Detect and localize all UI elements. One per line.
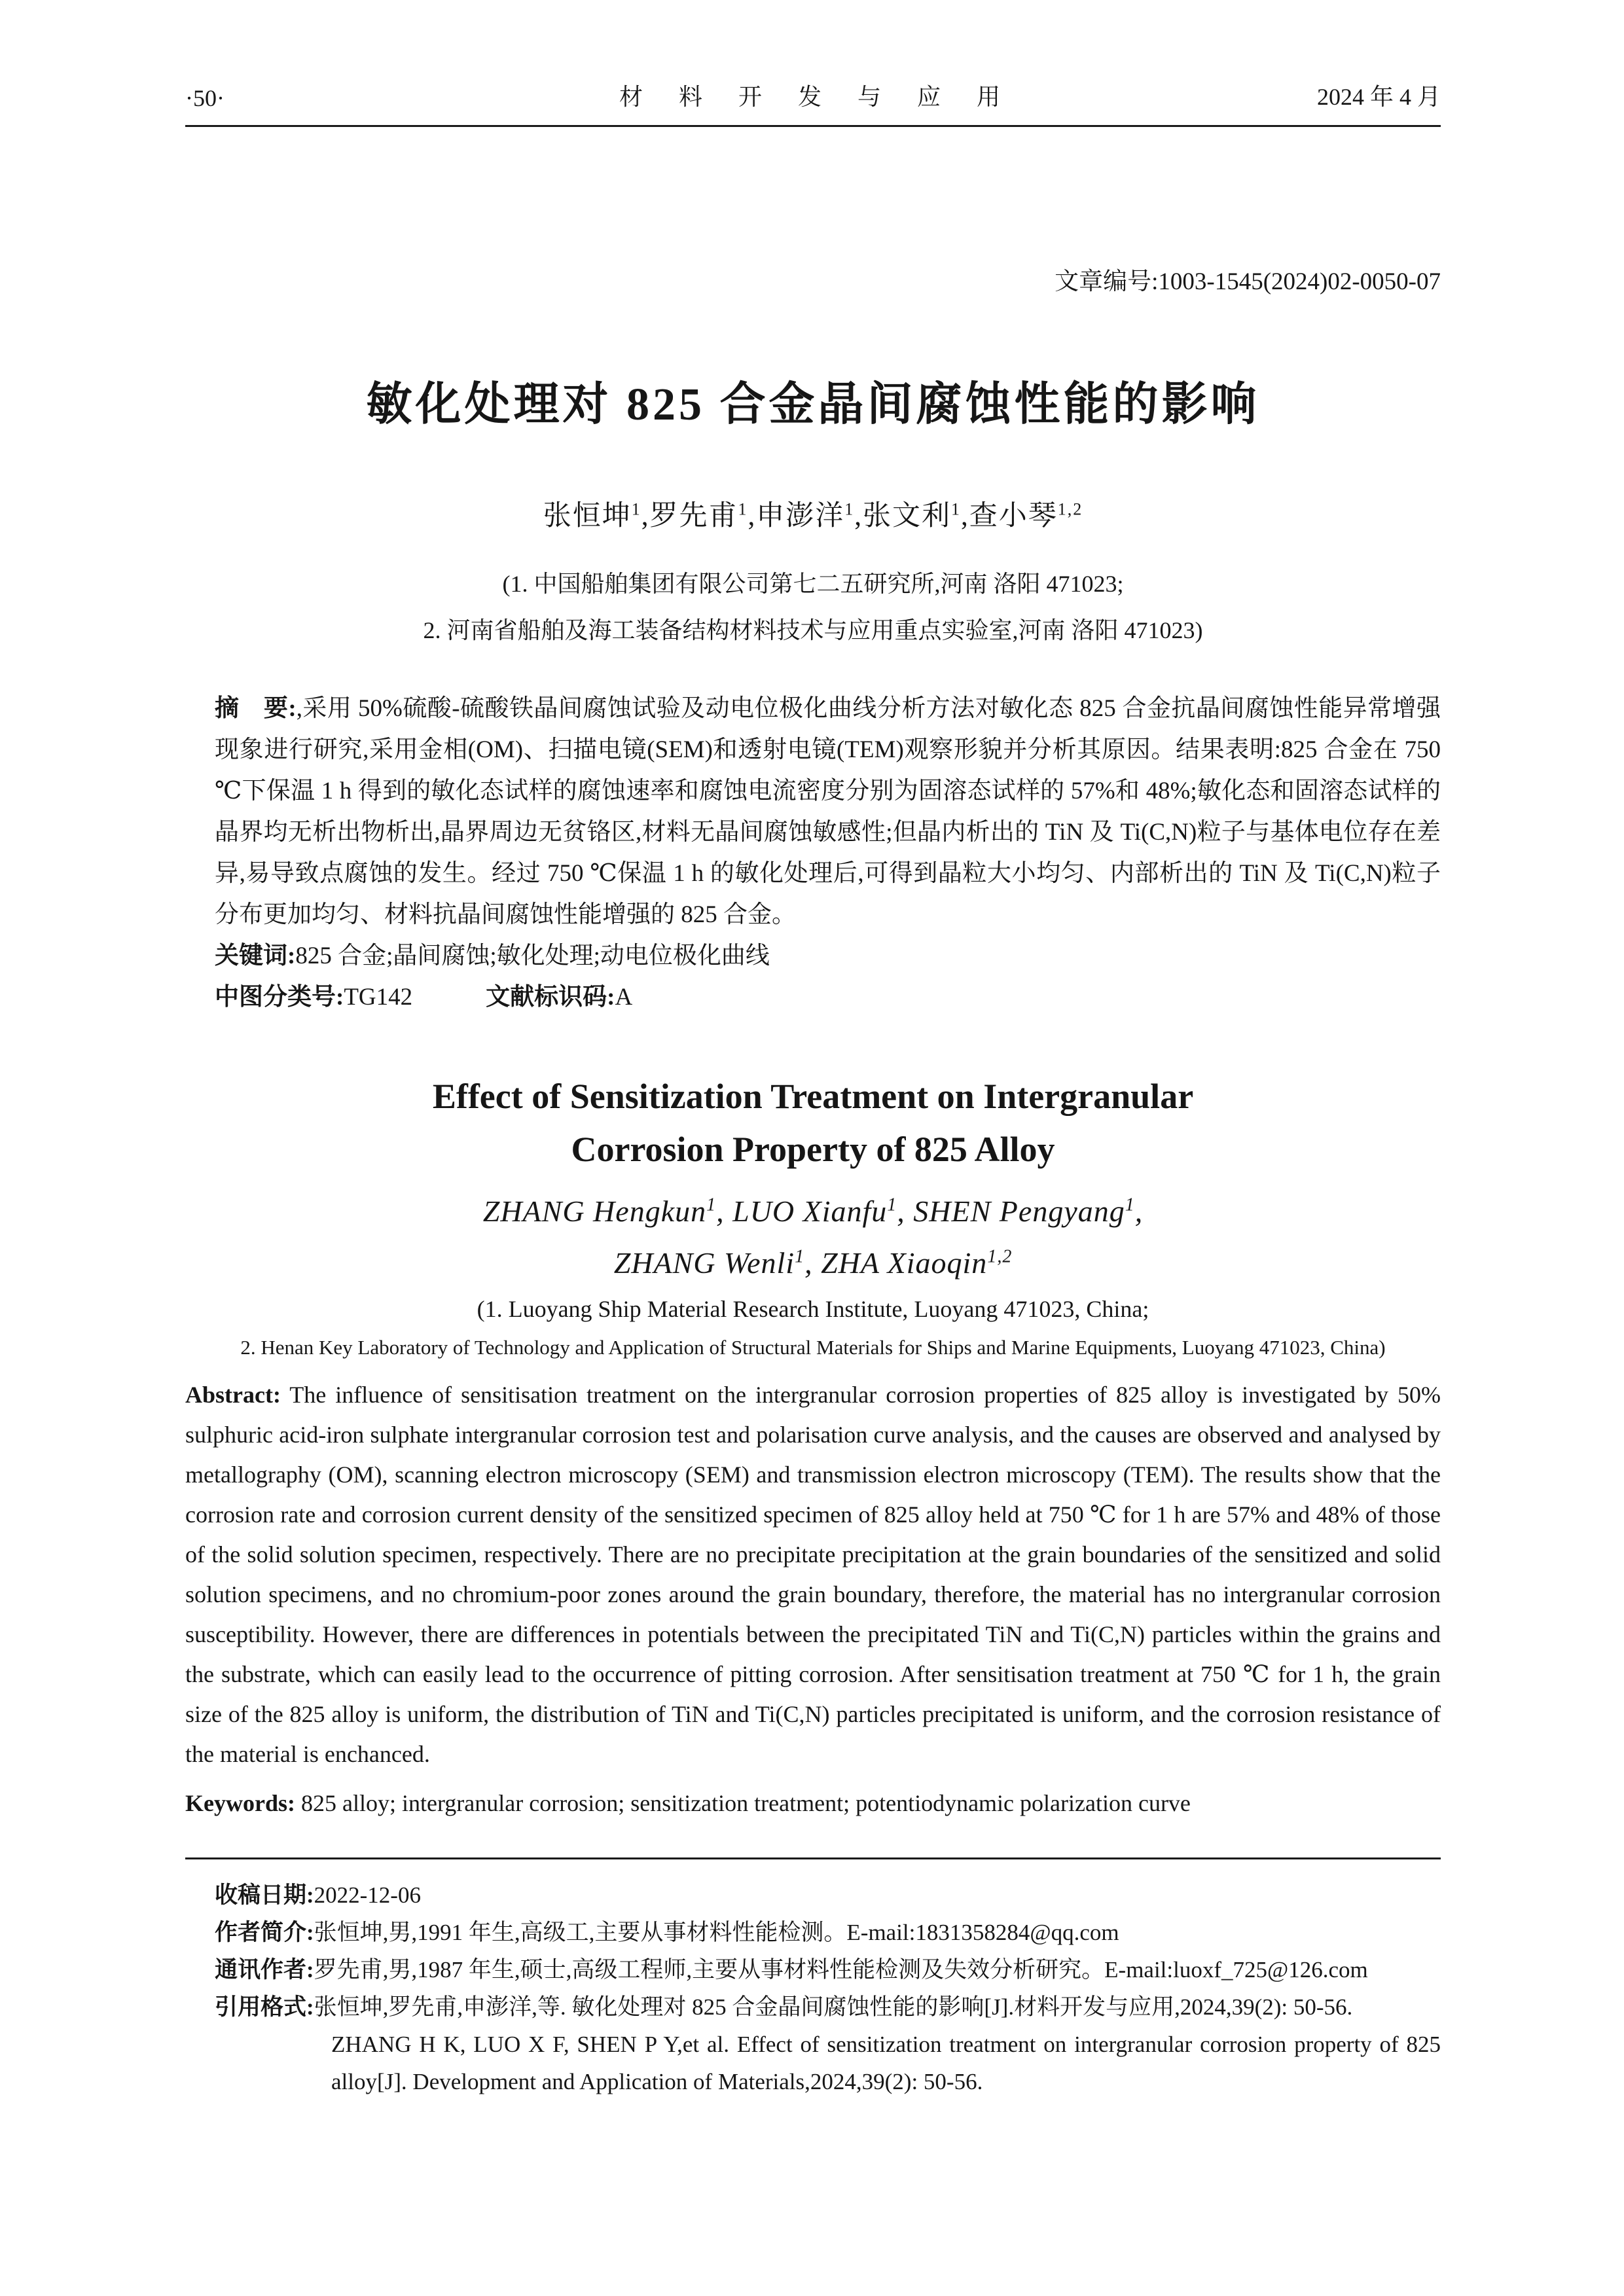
cn-abstract-text: ,采用 50%硫酸-硫酸铁晶间腐蚀试验及动电位极化曲线分析方法对敏化态 825 合金抗晶间腐蚀性能异常增强现象进行研究,采用金相(OM)、扫描电镜(SEM)和透射电镜(TEM)观察形貌并分析其原因。结果表明:825 合金在 750 ℃下保温 1 h 得到的敏化态试样的腐蚀速率和腐蚀电流密度分别为固溶态试样的 57%和 48%;敏化态和固溶态试样的晶界均无析出物析出,晶界周边无贫铬区,材料无晶间腐蚀敏感性;但晶内析出的 TiN 及 Ti(C,N)粒子与基体电位存在差异,易导致点腐蚀的发生。经过 750 ℃保温 1 h 的敏化处理后,可得到晶粒大小均匀、内部析出的 TiN 及 Ti(C,N)粒子分布更加均匀、材料抗晶间腐蚀性能增强的 825 合金。 <box>215 695 1441 928</box>
author-name: ZHANG Hengkun <box>482 1194 707 1228</box>
author-name: 查小琴 <box>969 501 1058 531</box>
footnote-divider <box>185 1857 1441 1859</box>
author-name: ZHA Xiaoqin <box>821 1246 988 1280</box>
en-title-line2: Corrosion Property of 825 Alloy <box>571 1130 1055 1169</box>
author-superscript: 1,2 <box>1057 499 1083 519</box>
clc-label: 中图分类号: <box>215 984 344 1011</box>
clc-value: TG142 <box>344 984 413 1011</box>
cn-abstract <box>215 688 1441 935</box>
journal-name: 材 料 开 发 与 应 用 <box>619 84 1007 110</box>
page-number: ·50· <box>185 85 225 111</box>
cn-keywords <box>215 935 1441 977</box>
author-superscript: 1 <box>887 1194 897 1215</box>
en-abstract-label: Abstract: <box>185 1382 281 1408</box>
author-separator: , <box>716 1194 733 1228</box>
author-name: SHEN Pengyang <box>913 1194 1125 1228</box>
cn-title: 敏化处理对 825 合金晶间腐蚀性能的影响 <box>366 380 1260 430</box>
citation-cn: 张恒坤,罗先甫,申澎洋,等. 敏化处理对 825 合金晶间腐蚀性能的影响[J].材料开发与应用,2024,39(2): 50-56. <box>314 1994 1353 2020</box>
cn-affiliation-2: 2. 河南省船舶及海工装备结构材料技术与应用重点实验室,河南 洛阳 471023) <box>423 617 1203 643</box>
en-authors-line2 <box>185 1237 1441 1289</box>
author-name: 申澎洋 <box>756 501 845 531</box>
author-superscript: 1 <box>738 499 748 519</box>
clc-line <box>215 977 1441 1018</box>
author-name: 张文利 <box>863 501 951 531</box>
cn-keywords-label: 关键词: <box>215 942 296 969</box>
en-authors <box>185 1185 1441 1289</box>
cn-affiliations <box>185 561 1441 654</box>
author-separator: , <box>897 1194 914 1228</box>
author-separator: , <box>804 1246 821 1280</box>
doc-code-label: 文献标识码: <box>486 984 615 1011</box>
doc-code-value: A <box>615 984 633 1011</box>
en-abstract-text: The influence of sensitisation treatment on the intergranular corrosion properties of 825 alloy is investigated by 50% sulphuric acid-iron sulphate intergranular corrosion test and polarisation curve analysis, and the causes are observed and analysed by metallography (OM), scanning electron microscopy (SEM) and transmission electron microscopy (TEM). The results show that the corrosion rate and corrosion current density of the sensitized specimen of 825 alloy held at 750 ℃ for 1 h are 57% and 48% of those of the solid solution specimen, respectively. There are no precipitate precipitation at the grain boundaries of the sensitized and solid solution specimens, and no chromium-poor zones around the grain boundary, therefore, the material has no intergranular corrosion susceptibility. However, there are differences in potentials between the precipitated TiN and Ti(C,N) particles within the grains and the substrate, which can easily lead to the occurrence of pitting corrosion. After sensitisation treatment at 750 ℃ for 1 h, the grain size of the 825 alloy is uniform, the distribution of TiN and Ti(C,N) particles precipitated is uniform, and the corrosion resistance of the material is enchanced. <box>185 1382 1441 1767</box>
footnote-citation-label: 引用格式: <box>215 1994 314 2020</box>
page-header <box>185 79 1441 127</box>
en-affiliation-1: (1. Luoyang Ship Material Research Institute, Luoyang 471023, China; <box>477 1296 1149 1322</box>
cn-keywords-text: 825 合金;晶间腐蚀;敏化处理;动电位极化曲线 <box>295 942 770 969</box>
article-number: 文章编号:1003-1545(2024)02-0050-07 <box>1055 268 1441 295</box>
en-authors-line1 <box>185 1185 1441 1237</box>
author-superscript: 1 <box>795 1246 805 1267</box>
author-superscript: 1 <box>631 499 641 519</box>
author-superscript: 1 <box>951 499 961 519</box>
en-keywords <box>185 1784 1441 1823</box>
en-keywords-text: 825 alloy; intergranular corrosion; sensitization treatment; potentiodynamic polarization curve <box>300 1790 1191 1816</box>
author-superscript: 1 <box>1125 1194 1135 1215</box>
author-name: 张恒坤 <box>543 501 632 531</box>
footnote-corresponding-text: 罗先甫,男,1987 年生,硕士,高级工程师,主要从事材料性能检测及失效分析研究。E-mail:luoxf_725@126.com <box>314 1957 1368 1982</box>
footnote-corresponding-label: 通讯作者: <box>215 1957 314 1982</box>
en-title-line1: Effect of Sensitization Treatment on Intergranular <box>432 1077 1194 1116</box>
author-name: ZHANG Wenli <box>613 1246 795 1280</box>
cn-affiliation-1: (1. 中国船舶集团有限公司第七二五研究所,河南 洛阳 471023; <box>502 571 1124 597</box>
footnote-received-text: 2022-12-06 <box>314 1882 421 1908</box>
en-title <box>185 1070 1441 1176</box>
author-superscript: 1,2 <box>987 1246 1013 1267</box>
author-separator: , <box>961 501 969 531</box>
footnote-received-label: 收稿日期: <box>215 1882 314 1908</box>
en-affiliations <box>185 1289 1441 1366</box>
cn-authors <box>185 493 1441 533</box>
footnote-received <box>215 1876 1441 1914</box>
author-separator: , <box>748 501 757 531</box>
author-separator: , <box>641 501 650 531</box>
issue-date: 2024 年 4 月 <box>1316 84 1441 110</box>
en-keywords-label: Keywords: <box>185 1790 295 1816</box>
footnotes <box>215 1876 1441 2100</box>
author-separator: , <box>1134 1194 1144 1228</box>
author-name: LUO Xianfu <box>732 1194 888 1228</box>
citation-en: ZHANG H K, LUO X F, SHEN P Y,et al. Effect of sensitization treatment on intergranular corrosion property of 825 alloy[J]. Development and Application of Materials,2024,39(2): 50-56. <box>331 2032 1441 2094</box>
footnote-citation <box>215 1988 1441 2026</box>
author-superscript: 1 <box>706 1194 717 1215</box>
footnote-bio <box>215 1914 1441 1951</box>
author-name: 罗先甫 <box>649 501 738 531</box>
footnote-corresponding <box>215 1951 1441 1988</box>
footnote-bio-label: 作者简介: <box>215 1920 314 1945</box>
author-separator: , <box>854 501 863 531</box>
en-affiliation-2: 2. Henan Key Laboratory of Technology and Application of Structural Materials for Ships and Marine Equipments, Luoyang 471023, China) <box>240 1336 1386 1359</box>
en-abstract <box>185 1375 1441 1774</box>
cn-abstract-label: 摘 要: <box>215 695 297 722</box>
footnote-bio-text: 张恒坤,男,1991 年生,高级工,主要从事材料性能检测。E-mail:1831358284@qq.com <box>314 1920 1119 1945</box>
author-superscript: 1 <box>844 499 855 519</box>
